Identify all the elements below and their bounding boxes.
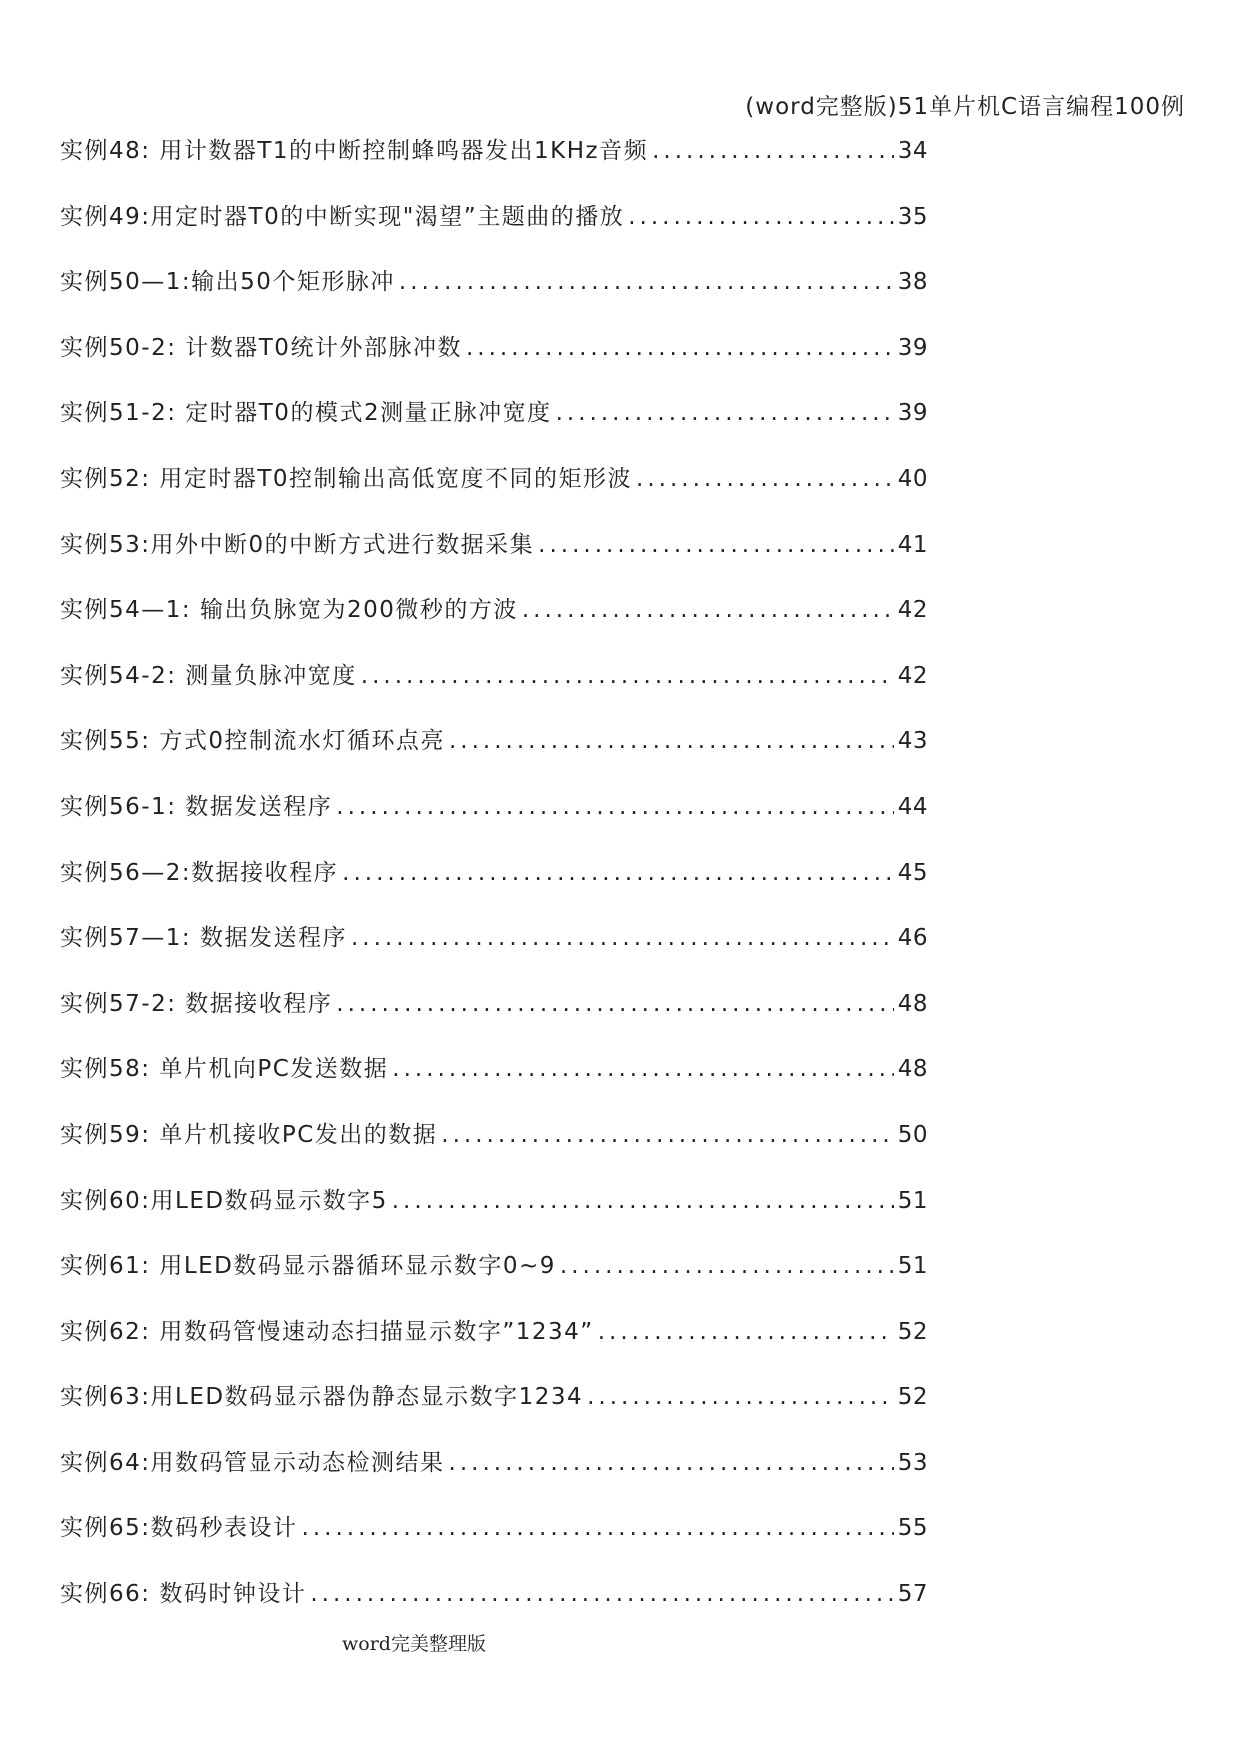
toc-entry[interactable] [60,198,928,264]
toc-entry-page: 43 [897,728,928,755]
toc-dot-leader [392,1056,893,1082]
toc-entry-page: 35 [897,203,928,230]
toc-entry-page: 41 [897,531,928,558]
document-footer: word完美整理版 [342,1633,486,1655]
toc-entry-title: 实例57—1: 数据发送程序 [60,925,347,952]
toc-dot-leader [636,466,894,492]
toc-entry[interactable] [60,722,928,788]
toc-entry-page: 48 [897,990,928,1017]
toc-entry[interactable] [60,1182,928,1248]
toc-entry-title: 实例56—2:数据接收程序 [60,859,339,886]
toc-dot-leader [598,1319,894,1345]
toc-entry[interactable] [60,394,928,460]
toc-entry[interactable] [60,263,928,329]
toc-entry-page: 42 [897,662,928,689]
toc-entry[interactable] [60,1575,928,1641]
toc-entry-page: 40 [897,465,928,492]
toc-entry-page: 45 [897,859,928,886]
toc-entry[interactable] [60,1247,928,1313]
toc-entry[interactable] [60,460,928,526]
toc-entry-title: 实例48: 用计数器T1的中断控制蜂鸣器发出1KHz音频 [60,138,649,164]
toc-entry-title: 实例58: 单片机向PC发送数据 [60,1056,389,1083]
toc-entry-title: 实例50-2: 计数器T0统计外部脉冲数 [60,334,462,361]
toc-entry-page: 48 [897,1056,928,1083]
toc-dot-leader [466,335,894,361]
toc-entry-page: 52 [897,1318,928,1345]
toc-dot-leader [538,532,894,558]
toc-entry[interactable] [60,591,928,657]
toc-entry-page: 57 [897,1581,928,1608]
toc-entry-title: 实例51-2: 定时器T0的模式2测量正脉冲宽度 [60,400,552,427]
table-of-contents [60,132,928,1641]
toc-entry-title: 实例64:用数码管显示动态检测结果 [60,1449,445,1476]
toc-dot-leader [556,400,894,426]
toc-dot-leader [449,1450,894,1476]
toc-entry-title: 实例66: 数码时钟设计 [60,1581,307,1608]
toc-entry[interactable] [60,329,928,395]
toc-entry-page: 53 [897,1449,928,1476]
toc-dot-leader [342,860,894,886]
toc-dot-leader [652,138,894,164]
toc-entry-title: 实例63:用LED数码显示器伪静态显示数字1234 [60,1384,584,1411]
toc-entry[interactable] [60,1444,928,1510]
toc-entry[interactable] [60,1509,928,1575]
toc-dot-leader [522,597,894,623]
toc-entry-page: 42 [897,597,928,624]
toc-entry[interactable] [60,1378,928,1444]
toc-dot-leader [336,794,893,820]
toc-entry-title: 实例53:用外中断0的中断方式进行数据采集 [60,531,535,558]
toc-entry[interactable] [60,1116,928,1182]
toc-entry-title: 实例57-2: 数据接收程序 [60,990,333,1017]
toc-entry-page: 55 [897,1515,928,1542]
toc-entry-page: 52 [897,1384,928,1411]
toc-entry-page: 39 [897,334,928,361]
toc-dot-leader [336,991,893,1017]
toc-dot-leader [441,1122,893,1148]
toc-entry-page: 50 [897,1121,928,1148]
toc-entry-title: 实例62: 用数码管慢速动态扫描显示数字”1234” [60,1318,594,1345]
toc-entry[interactable] [60,854,928,920]
toc-entry-page: 51 [897,1253,928,1280]
toc-entry-title: 实例59: 单片机接收PC发出的数据 [60,1121,438,1148]
toc-dot-leader [302,1515,894,1541]
toc-dot-leader [628,204,894,230]
toc-entry-title: 实例56-1: 数据发送程序 [60,793,333,820]
toc-entry[interactable] [60,985,928,1051]
toc-entry[interactable] [60,788,928,854]
toc-entry-title: 实例52: 用定时器T0控制输出高低宽度不同的矩形波 [60,465,633,492]
toc-entry[interactable] [60,526,928,592]
toc-entry[interactable] [60,1313,928,1379]
toc-dot-leader [560,1253,894,1279]
toc-entry-title: 实例54-2: 测量负脉冲宽度 [60,662,357,689]
toc-entry-page: 44 [897,793,928,820]
document-header: (word完整版)51单片机C语言编程100例 [745,94,1185,120]
toc-entry-title: 实例55: 方式0控制流水灯循环点亮 [60,728,445,755]
toc-entry-title: 实例65:数码秒表设计 [60,1515,298,1542]
toc-entry-title: 实例49:用定时器T0的中断实现"渴望”主题曲的播放 [60,203,625,230]
toc-entry[interactable] [60,1050,928,1116]
toc-dot-leader [361,663,894,689]
toc-entry-page: 51 [897,1187,928,1214]
toc-entry-page: 34 [897,138,928,164]
toc-entry-page: 46 [897,925,928,952]
toc-entry[interactable] [60,657,928,723]
toc-entry-title: 实例50—1:输出50个矩形脉冲 [60,269,395,296]
toc-entry-title: 实例61: 用LED数码显示器循环显示数字0~9 [60,1253,556,1280]
toc-entry-title: 实例60:用LED数码显示数字5 [60,1187,388,1214]
toc-dot-leader [449,728,894,754]
toc-entry-title: 实例54—1: 输出负脉宽为200微秒的方波 [60,597,518,624]
toc-dot-leader [310,1581,893,1607]
toc-dot-leader [351,925,894,951]
toc-dot-leader [392,1188,894,1214]
toc-dot-leader [399,269,894,295]
toc-entry[interactable] [60,919,928,985]
toc-dot-leader [587,1384,894,1410]
toc-entry-page: 38 [897,269,928,296]
toc-entry[interactable] [60,132,928,198]
toc-entry-page: 39 [897,400,928,427]
